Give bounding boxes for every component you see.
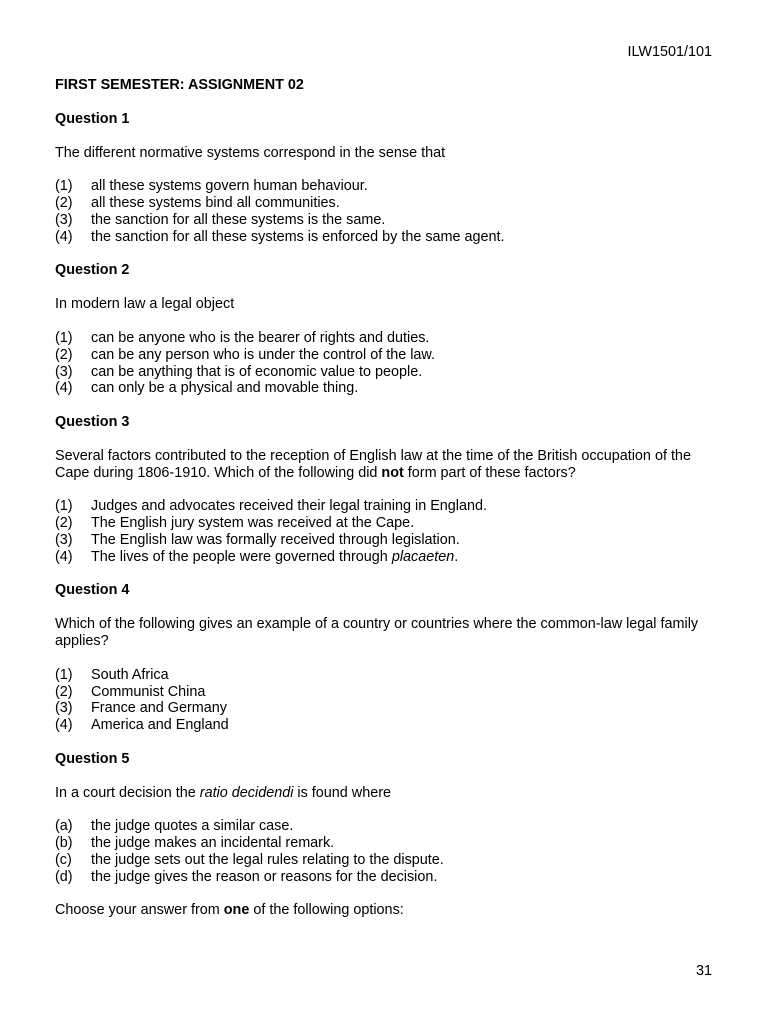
option-label: (3) bbox=[55, 700, 73, 717]
option-item bbox=[55, 498, 717, 515]
stem-text: In a court decision the bbox=[55, 784, 200, 801]
assignment-title: FIRST SEMESTER: ASSIGNMENT 02 bbox=[55, 77, 304, 93]
option-label: (1) bbox=[55, 178, 73, 195]
question-heading: Question 3 bbox=[55, 413, 130, 430]
option-label: (b) bbox=[55, 835, 73, 852]
stem-emphasis: not bbox=[381, 464, 404, 481]
option-item bbox=[55, 549, 717, 566]
option-text-part: The lives of the people were governed through bbox=[91, 548, 392, 565]
option-label: (d) bbox=[55, 868, 73, 885]
option-list bbox=[55, 667, 717, 734]
option-label: (3) bbox=[55, 363, 73, 380]
question-1 bbox=[55, 111, 717, 246]
question-heading: Question 1 bbox=[55, 110, 130, 127]
option-text: the judge quotes a similar case. bbox=[91, 818, 294, 835]
instruction-emphasis: one bbox=[223, 902, 250, 919]
option-item bbox=[55, 717, 717, 734]
option-label: (3) bbox=[55, 211, 73, 228]
option-item bbox=[55, 835, 717, 852]
question-2 bbox=[55, 262, 717, 397]
option-text-part: . bbox=[454, 548, 459, 565]
option-item bbox=[55, 178, 717, 195]
option-item bbox=[55, 700, 717, 717]
option-text: the judge sets out the legal rules relating to the dispute. bbox=[91, 851, 444, 868]
question-stem: The different normative systems correspond in the sense that bbox=[55, 144, 446, 161]
stem-italic: ratio decidendi bbox=[199, 784, 294, 801]
option-item bbox=[55, 684, 717, 701]
option-text-italic: placaeten bbox=[391, 548, 455, 565]
option-label: (1) bbox=[55, 666, 73, 683]
option-text: Communist China bbox=[91, 683, 206, 700]
option-item bbox=[55, 818, 717, 835]
answer-instruction bbox=[55, 902, 717, 919]
option-item bbox=[55, 212, 717, 229]
option-list bbox=[55, 818, 717, 885]
option-item bbox=[55, 515, 717, 532]
option-label: (1) bbox=[55, 329, 73, 346]
option-text: The English law was formally received through legislation. bbox=[91, 531, 460, 548]
option-text: the sanction for all these systems is enforced by the same agent. bbox=[91, 228, 505, 245]
option-list bbox=[55, 498, 717, 565]
option-text: America and England bbox=[91, 717, 229, 734]
stem-text: form part of these factors? bbox=[403, 464, 576, 481]
instruction-text: Choose your answer from bbox=[55, 902, 224, 919]
option-text: South Africa bbox=[91, 666, 169, 683]
question-stem: Which of the following gives an example of a country or countries where the common-law legal family applies? bbox=[55, 616, 699, 649]
option-label: (2) bbox=[55, 346, 73, 363]
option-item bbox=[55, 229, 717, 246]
question-4 bbox=[55, 582, 717, 734]
option-label: (3) bbox=[55, 531, 73, 548]
stem-text: is found where bbox=[293, 784, 391, 801]
stem-text: Several factors contributed to the reception of English law at the time of the British occupation of the Cape during 1806-1910. Which of the following did bbox=[55, 447, 691, 481]
option-item bbox=[55, 667, 717, 684]
option-label: (a) bbox=[55, 818, 73, 835]
question-3 bbox=[55, 414, 717, 566]
option-item bbox=[55, 364, 717, 381]
option-list bbox=[55, 178, 717, 245]
question-stem bbox=[55, 785, 717, 802]
option-text: the judge gives the reason or reasons for the decision. bbox=[91, 868, 438, 885]
option-text: The English jury system was received at the Cape. bbox=[91, 515, 415, 532]
option-text: all these systems govern human behaviour. bbox=[91, 178, 368, 195]
option-text: can be any person who is under the control of the law. bbox=[91, 346, 435, 363]
question-stem bbox=[55, 448, 717, 482]
option-label: (4) bbox=[55, 548, 73, 565]
assignment-body bbox=[55, 77, 717, 936]
option-text: Judges and advocates received their legal training in England. bbox=[91, 498, 488, 515]
option-item bbox=[55, 195, 717, 212]
option-label: (2) bbox=[55, 195, 73, 212]
instruction-text: of the following options: bbox=[249, 902, 404, 919]
question-heading: Question 5 bbox=[55, 750, 130, 767]
option-text: France and Germany bbox=[91, 700, 227, 717]
question-stem: In modern law a legal object bbox=[55, 296, 235, 313]
option-text: can only be a physical and movable thing. bbox=[91, 380, 359, 397]
question-5 bbox=[55, 751, 717, 919]
option-label: (2) bbox=[55, 515, 73, 532]
option-label: (4) bbox=[55, 717, 73, 734]
option-text: all these systems bind all communities. bbox=[91, 195, 340, 212]
question-heading: Question 2 bbox=[55, 262, 130, 279]
course-code: ILW1501/101 bbox=[627, 44, 712, 60]
option-item bbox=[55, 852, 717, 869]
option-text: the sanction for all these systems is the same. bbox=[91, 211, 386, 228]
option-item bbox=[55, 869, 717, 886]
option-text bbox=[91, 549, 717, 566]
option-item bbox=[55, 330, 717, 347]
option-item bbox=[55, 347, 717, 364]
option-label: (c) bbox=[55, 851, 72, 868]
page-number: 31 bbox=[695, 963, 712, 979]
question-heading: Question 4 bbox=[55, 582, 130, 599]
option-text: the judge makes an incidental remark. bbox=[91, 835, 335, 852]
option-list bbox=[55, 330, 717, 397]
option-label: (4) bbox=[55, 380, 73, 397]
option-label: (1) bbox=[55, 498, 73, 515]
option-text: can be anything that is of economic value to people. bbox=[91, 363, 423, 380]
option-text: can be anyone who is the bearer of rights and duties. bbox=[91, 329, 430, 346]
option-item bbox=[55, 380, 717, 397]
option-label: (4) bbox=[55, 228, 73, 245]
option-label: (2) bbox=[55, 683, 73, 700]
option-item bbox=[55, 532, 717, 549]
